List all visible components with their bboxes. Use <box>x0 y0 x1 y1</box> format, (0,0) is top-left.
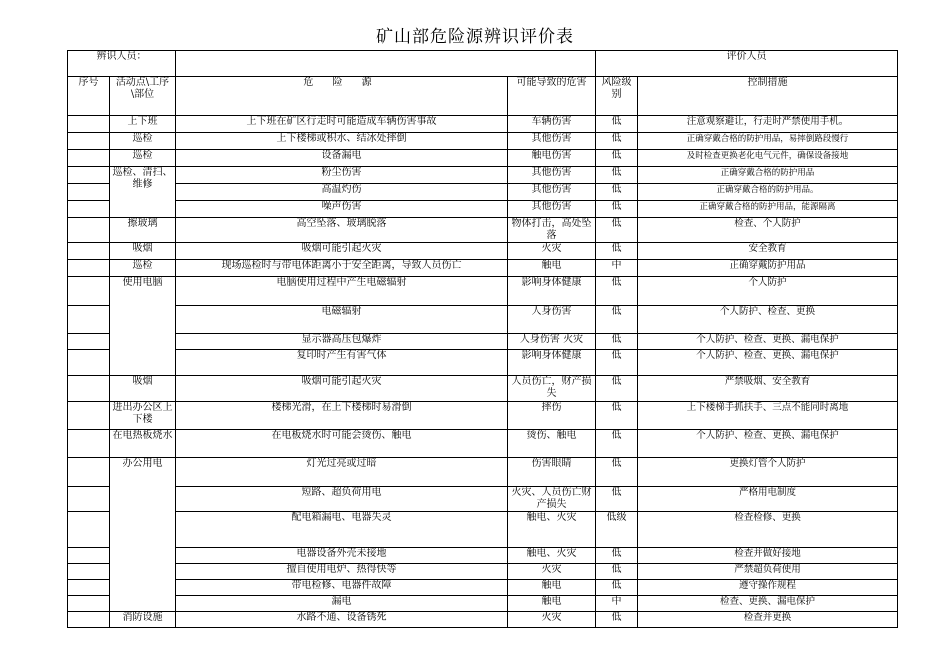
risk-cell: 低 <box>596 612 638 628</box>
risk-cell: 低 <box>596 243 638 260</box>
header-hazard: 危 险 源 <box>176 77 508 116</box>
risk-cell: 低 <box>596 350 638 376</box>
hazard-cell: 楼梯光滑，在上下楼梯时易滑倒 <box>176 402 508 430</box>
control-cell: 正确穿戴合格的防护用品。 <box>638 184 898 201</box>
risk-cell: 低 <box>596 487 638 512</box>
activity-cell: 在电热板烧水 <box>110 430 176 458</box>
hazard-cell: 水路不通、设备锈死 <box>176 612 508 628</box>
harm-cell: 火灾、人员伤亡财产损失 <box>508 487 596 512</box>
hazard-table <box>67 50 898 628</box>
header-seq: 序号 <box>68 77 110 116</box>
seq-cell <box>68 580 110 596</box>
table-row <box>68 376 898 402</box>
table-row <box>68 402 898 430</box>
harm-cell: 物体打击，高处坠落 <box>508 218 596 243</box>
harm-cell: 火灾 <box>508 564 596 580</box>
seq-cell <box>68 402 110 430</box>
page-title: 矿山部危险源辨识评价表 <box>376 27 574 47</box>
table-row <box>68 243 898 260</box>
risk-cell: 低 <box>596 458 638 487</box>
seq-cell <box>68 458 110 487</box>
seq-cell <box>68 184 110 201</box>
control-cell: 个人防护 <box>638 277 898 306</box>
harm-cell: 影响身体健康 <box>508 277 596 306</box>
table-row <box>68 184 898 201</box>
hazard-cell: 现场巡检时与带电体距离小于安全距离，导致人员伤亡 <box>176 260 508 277</box>
activity-cell: 吸烟 <box>110 243 176 260</box>
seq-cell <box>68 376 110 402</box>
hazard-cell: 在电板烧水时可能会烫伤、触电 <box>176 430 508 458</box>
risk-cell: 低 <box>596 184 638 201</box>
evaluator-label: 评价人员 <box>596 51 898 77</box>
harm-cell: 烫伤、触电 <box>508 430 596 458</box>
risk-cell: 低 <box>596 133 638 150</box>
table-row <box>68 580 898 596</box>
control-cell: 上下楼梯手抓扶手、三点不能同时离地 <box>638 402 898 430</box>
hazard-cell: 上下班在矿区行走时可能造成车辆伤害事故 <box>176 116 508 133</box>
seq-cell <box>68 150 110 167</box>
control-cell: 个人防护、检查、更换、漏电保护 <box>638 334 898 350</box>
hazard-cell: 设备漏电 <box>176 150 508 167</box>
table-row <box>68 133 898 150</box>
seq-cell <box>68 564 110 580</box>
seq-cell <box>68 201 110 218</box>
seq-cell <box>68 334 110 350</box>
hazard-cell: 上下楼梯或积水、结冰处摔倒 <box>176 133 508 150</box>
risk-cell: 中 <box>596 260 638 277</box>
harm-cell: 触电 <box>508 596 596 612</box>
table-row <box>68 167 898 184</box>
hazard-cell: 高温灼伤 <box>176 184 508 201</box>
risk-cell: 低 <box>596 306 638 334</box>
risk-cell: 低 <box>596 580 638 596</box>
hazard-cell: 电脑使用过程中产生电磁辐射 <box>176 277 508 306</box>
hazard-cell: 噪声伤害 <box>176 201 508 218</box>
table-row <box>68 260 898 277</box>
harm-cell: 火灾 <box>508 612 596 628</box>
table-row <box>68 458 898 487</box>
harm-cell: 人身伤害 火灾 <box>508 334 596 350</box>
header-control: 控制措施 <box>638 77 898 116</box>
hazard-cell: 粉尘伤害 <box>176 167 508 184</box>
control-cell: 及时检查更换老化电气元件，确保设备接地 <box>638 150 898 167</box>
control-cell: 个人防护、检查、更换 <box>638 306 898 334</box>
activity-cell: 巡检、清扫、维修 <box>110 167 176 218</box>
control-cell: 检查检修、更换 <box>638 512 898 548</box>
harm-cell: 车辆伤害 <box>508 116 596 133</box>
activity-cell: 消防设施 <box>110 612 176 628</box>
seq-cell <box>68 430 110 458</box>
activity-cell: 巡检 <box>110 133 176 150</box>
activity-cell: 吸烟 <box>110 376 176 402</box>
risk-cell: 低 <box>596 334 638 350</box>
hazard-cell: 显示器高压包爆炸 <box>176 334 508 350</box>
hazard-cell: 擅自使用电炉、热得快等 <box>176 564 508 580</box>
risk-cell: 低 <box>596 548 638 564</box>
seq-cell <box>68 350 110 376</box>
control-cell: 正确穿戴合格的防护用品，能源隔离 <box>638 201 898 218</box>
harm-cell: 触电、火灾 <box>508 548 596 564</box>
harm-cell: 其他伤害 <box>508 184 596 201</box>
hazard-cell: 短路、超负荷用电 <box>176 487 508 512</box>
harm-cell: 其他伤害 <box>508 167 596 184</box>
activity-cell: 巡检 <box>110 260 176 277</box>
harm-cell: 人身伤害 <box>508 306 596 334</box>
hazard-cell: 复印时产生有害气体 <box>176 350 508 376</box>
table-row <box>68 334 898 350</box>
harm-cell: 火灾 <box>508 243 596 260</box>
control-cell: 个人防护、检查、更换、漏电保护 <box>638 430 898 458</box>
risk-cell: 中 <box>596 596 638 612</box>
table-row <box>68 201 898 218</box>
control-cell: 检查、个人防护 <box>638 218 898 243</box>
seq-cell <box>68 512 110 548</box>
identifier-label: 辨识人员： <box>68 51 176 77</box>
hazard-cell: 高空坠落、玻璃脱落 <box>176 218 508 243</box>
harm-cell: 其他伤害 <box>508 133 596 150</box>
seq-cell <box>68 612 110 628</box>
table-row <box>68 277 898 306</box>
activity-cell: 使用电脑 <box>110 277 176 376</box>
risk-cell: 低 <box>596 201 638 218</box>
harm-cell: 伤害眼睛 <box>508 458 596 487</box>
hazard-cell: 带电检修、电器件故障 <box>176 580 508 596</box>
table-row <box>68 218 898 243</box>
identifier-value[interactable] <box>176 51 596 77</box>
table-row <box>68 350 898 376</box>
seq-cell <box>68 596 110 612</box>
control-cell: 安全教育 <box>638 243 898 260</box>
harm-cell: 影响身体健康 <box>508 350 596 376</box>
hazard-cell: 漏电 <box>176 596 508 612</box>
activity-cell: 办公用电 <box>110 458 176 612</box>
control-cell: 检查并做好接地 <box>638 548 898 564</box>
control-cell: 更换灯管个人防护 <box>638 458 898 487</box>
seq-cell <box>68 243 110 260</box>
risk-cell: 低 <box>596 564 638 580</box>
control-cell: 正确穿戴合格的防护用品 <box>638 167 898 184</box>
header-harm: 可能导致的危害 <box>508 77 596 116</box>
risk-cell: 低 <box>596 167 638 184</box>
activity-cell: 巡检 <box>110 150 176 167</box>
table-row <box>68 612 898 628</box>
control-cell: 严禁吸烟、安全教育 <box>638 376 898 402</box>
control-cell: 个人防护、检查、更换、漏电保护 <box>638 350 898 376</box>
risk-cell: 低 <box>596 218 638 243</box>
table-row <box>68 548 898 564</box>
risk-cell: 低 <box>596 150 638 167</box>
hazard-cell: 电器设备外壳未接地 <box>176 548 508 564</box>
risk-cell: 低级 <box>596 512 638 548</box>
harm-cell: 触电 <box>508 580 596 596</box>
hazard-cell: 配电箱漏电、电器失灵 <box>176 512 508 548</box>
harm-cell: 其他伤害 <box>508 201 596 218</box>
seq-cell <box>68 218 110 243</box>
risk-cell: 低 <box>596 402 638 430</box>
table-row <box>68 564 898 580</box>
table-row <box>68 306 898 334</box>
seq-cell <box>68 277 110 306</box>
control-cell: 注意观察避让，行走时严禁使用手机。 <box>638 116 898 133</box>
activity-cell: 进出办公区上下楼 <box>110 402 176 430</box>
activity-cell: 擦玻璃 <box>110 218 176 243</box>
table-row <box>68 430 898 458</box>
risk-cell: 低 <box>596 430 638 458</box>
table-row <box>68 512 898 548</box>
seq-cell <box>68 548 110 564</box>
control-cell: 严格用电制度 <box>638 487 898 512</box>
table-row <box>68 487 898 512</box>
control-cell: 正确穿戴合格的防护用品，易摔倒路段慢行 <box>638 133 898 150</box>
seq-cell <box>68 487 110 512</box>
hazard-cell: 灯光过亮或过暗 <box>176 458 508 487</box>
hazard-cell: 电磁辐射 <box>176 306 508 334</box>
table-row <box>68 596 898 612</box>
control-cell: 严禁超负荷使用 <box>638 564 898 580</box>
seq-cell <box>68 260 110 277</box>
risk-cell: 低 <box>596 116 638 133</box>
harm-cell: 触电伤害 <box>508 150 596 167</box>
control-cell: 检查并更换 <box>638 612 898 628</box>
risk-cell: 低 <box>596 277 638 306</box>
harm-cell: 人员伤亡，财产损失 <box>508 376 596 402</box>
seq-cell <box>68 133 110 150</box>
control-cell: 遵守操作规程 <box>638 580 898 596</box>
hazard-cell: 吸烟可能引起火灾 <box>176 376 508 402</box>
table-row <box>68 116 898 133</box>
table-row <box>68 150 898 167</box>
header-risk: 风险级别 <box>596 77 638 116</box>
harm-cell: 触电 <box>508 260 596 277</box>
control-cell: 检查、更换、漏电保护 <box>638 596 898 612</box>
header-activity: 活动点\工序\部位 <box>110 77 176 116</box>
activity-cell: 上下班 <box>110 116 176 133</box>
risk-cell: 低 <box>596 376 638 402</box>
seq-cell <box>68 116 110 133</box>
seq-cell <box>68 306 110 334</box>
control-cell: 正确穿戴防护用品 <box>638 260 898 277</box>
harm-cell: 摔伤 <box>508 402 596 430</box>
hazard-cell: 吸烟可能引起火灾 <box>176 243 508 260</box>
seq-cell <box>68 167 110 184</box>
harm-cell: 触电、火灾 <box>508 512 596 548</box>
